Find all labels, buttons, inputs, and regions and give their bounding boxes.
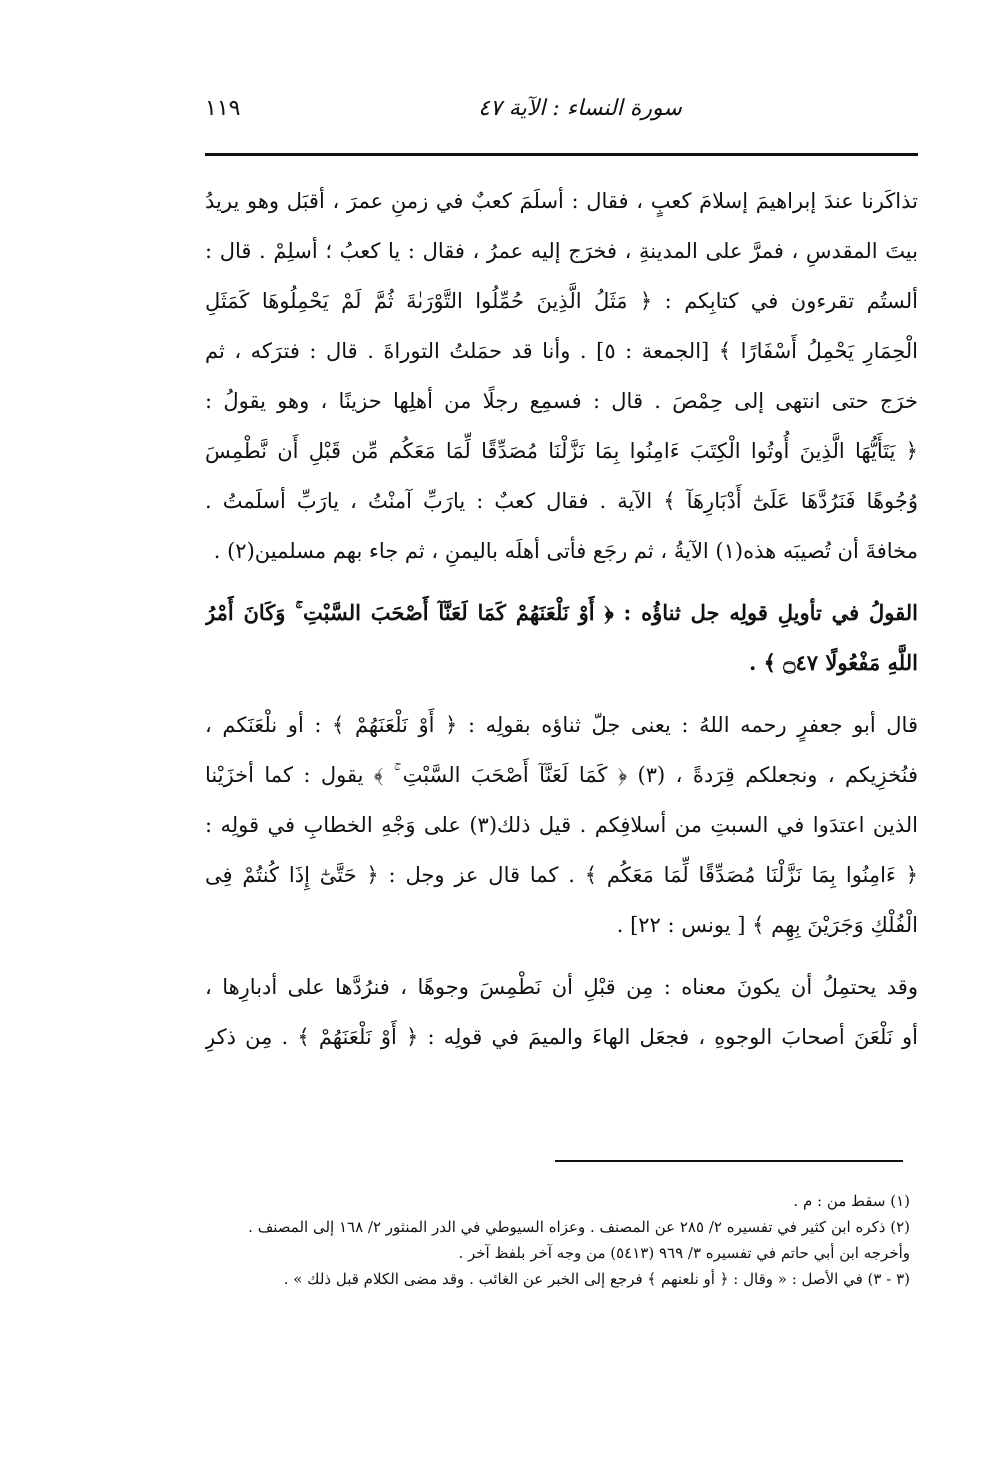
text-line: قال أبو جعفرٍ رحمه اللهُ : يعنى جلّ ثناؤه بقولِه : ﴿ أَوْ نَلْعَنَهُمْ ﴾ : أو نلْعَنَكم ، [205, 713, 918, 737]
footnotes [180, 1188, 910, 1292]
header-rule [205, 153, 918, 156]
text-line: الْحِمَارِ يَحْمِلُ أَسْفَارًا ﴾ [الجمعة : ٥] . وأنا قد حمَلتُ التوراةَ . قال : فترَكه ، ثم [205, 339, 918, 363]
text-line: ألستُم تقرءون في كتابِكم : ﴿ مَثَلُ الَّذِينَ حُمِّلُوا التَّوْرَىٰةَ ثُمَّ لَمْ يَحْمِلُوهَا كَمَثَلِ [205, 289, 918, 313]
footnote: (١) سقط من : م . [793, 1192, 910, 1210]
text-line: تذاكَرنا عندَ إبراهيمَ إسلامَ كعبٍ ، فقال : أسلَمَ كعبٌ في زمنِ عمرَ ، أقبَل وهو يريدُ [205, 189, 918, 213]
page-number: ١١٩ [205, 96, 241, 121]
text-line: وُجُوهًا فَنَرُدَّهَا عَلَىٰٓ أَدْبَارِهَآ ﴾ الآية . فقال كعبٌ : يارَبِّ آمنْتُ ، يارَبِّ أسلَمتُ . [205, 489, 918, 513]
text-line: خرَج حتى انتهى إلى حِمْصَ . قال : فسمِع رجلًا من أهلِها حزينًا ، وهو يقولُ : [205, 389, 918, 413]
section-heading-line: القولُ في تأويلِ قولِه جل ثناؤُه : ﴿ أَوْ نَلْعَنَهُمْ كَمَا لَعَنَّآ أَصْحَبَ السَّبْتِ ۚ وَكَانَ أَمْرُ [205, 600, 918, 625]
footnote: (٢) ذكره ابن كثير في تفسيره ٢/ ٢٨٥ عن المصنف . وعزاه السيوطي في الدر المنثور ٢/ ١٦٨ إلى المصنف . [248, 1218, 910, 1236]
text-line: مخافةَ أن تُصيبَه هذه(١) الآيةُ ، ثم رجَع فأتى أهلَه باليمنِ ، ثم جاء بهم مسلمين(٢) . [213, 539, 918, 563]
footnote: (٣ - ٣) في الأصل : « وقال : ﴿ أو نلعنهم ﴾ فرجع إلى الخبر عن الغائب . وقد مضى الكلام قبل ذلك » . [283, 1270, 910, 1288]
text-line: ﴿ ءَامِنُوا بِمَا نَزَّلْنَا مُصَدِّقًا لِّمَا مَعَكُم ﴾ . كما قال عز وجل : ﴿ حَتَّىٰٓ إِذَا كُنتُمْ فِى [205, 863, 918, 887]
text-line: الْفُلْكِ وَجَرَيْنَ بِهِم ﴾ [ يونس : ٢٢] . [616, 913, 918, 937]
text-line: أو نَلْعَنَ أصحابَ الوجوهِ ، فجعَل الهاءَ والميمَ في قولِه : ﴿ أَوْ نَلْعَنَهُمْ ﴾ . مِن ذكرِ [205, 1025, 918, 1049]
footnote-rule [555, 1160, 903, 1162]
text-line: الذين اعتدَوا في السبتِ من أسلافِكم . قيل ذلك(٣) على وَجْهِ الخطابِ في قولِه : [205, 813, 918, 837]
running-header-title: سورة النساء : الآية ٤٧ [478, 96, 682, 121]
footnote-continuation: وأخرجه ابن أبي حاتم في تفسيره ٣/ ٩٦٩ (٥٤١٣) من وجه آخر بلفظ آخر . [458, 1244, 910, 1262]
text-line: فنُخزِيكم ، ونجعلكم قِرَدةً ، (٣) ﴿ كَمَا لَعَنَّآ أَصْحَبَ السَّبْتِ ۚ ﴾ يقول : كما أخزَيْنا [205, 763, 918, 787]
section-heading-line: اللَّهِ مَفْعُولًا ۝٤٧ ﴾ . [748, 650, 918, 675]
text-line: بيتَ المقدسِ ، فمرَّ على المدينةِ ، فخرَج إليه عمرُ ، فقال : يا كعبُ ؛ أسلِمْ . قال : [205, 239, 918, 263]
paragraph-gap [205, 688, 918, 700]
paragraph-gap [205, 576, 918, 588]
paragraph-gap [205, 950, 918, 962]
quran-verse-line: ﴿ يَتَأَيُّهَا الَّذِينَ أُوتُوا الْكِتَبَ ءَامِنُوا بِمَا نَزَّلْنَا مُصَدِّقًا لِّمَا مَعَكُم مِّن قَبْلِ أَن نَّطْمِسَ [205, 439, 918, 463]
text-line: وقد يحتمِلُ أن يكونَ معناه : مِن قبْلِ أن نَطْمِسَ وجوهًا ، فنرُدَّها على أدبارِها ، [205, 975, 918, 999]
main-text [205, 176, 918, 1062]
